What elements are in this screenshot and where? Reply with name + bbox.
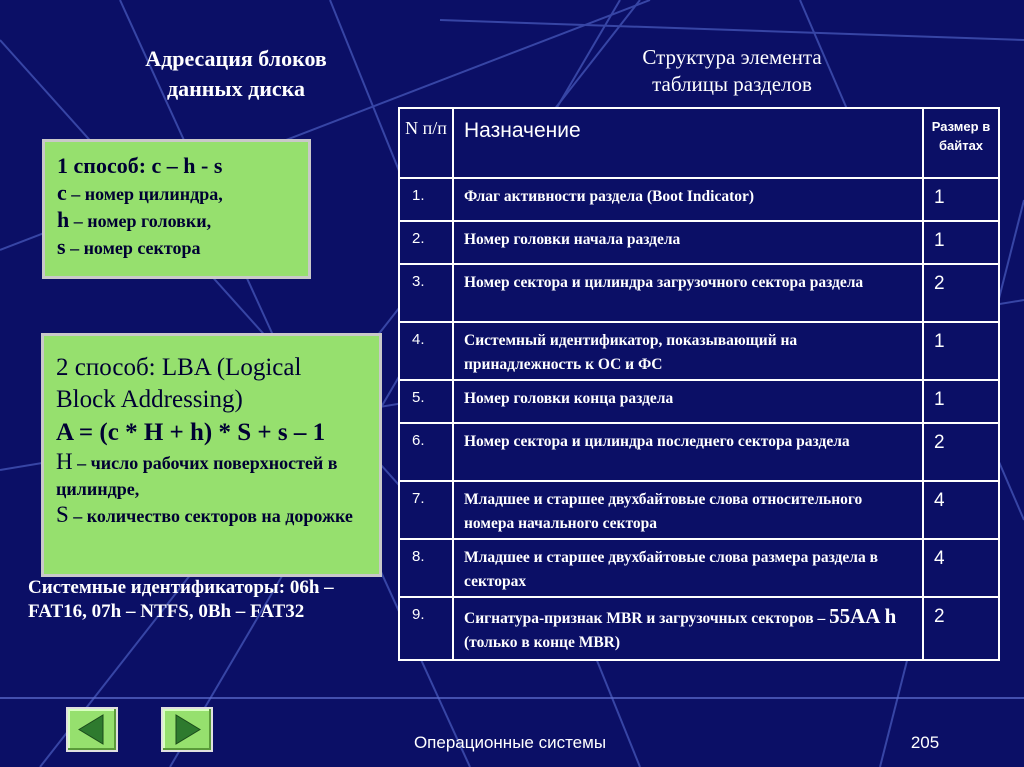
previous-slide-button[interactable]: [66, 707, 118, 752]
footer-title: Операционные системы: [413, 733, 607, 752]
right-heading: [590, 44, 874, 98]
table-row: [399, 423, 999, 481]
chs-text-c: – номер цилиндра,: [66, 184, 223, 204]
table-row: [399, 597, 999, 660]
row-num: 8.: [399, 539, 453, 597]
table-row: [399, 221, 999, 264]
header-purpose: Назначение: [453, 108, 923, 178]
row-purpose: Номер сектора и цилиндра загрузочного сектора раздела: [453, 264, 923, 322]
lba-title-line1: 2 способ: LBA (Logical: [56, 354, 302, 381]
table-row: [399, 264, 999, 322]
signature-value: 55AA h: [829, 604, 897, 628]
next-slide-button[interactable]: [161, 707, 213, 752]
row-num: 9.: [399, 597, 453, 660]
chs-method-box: [42, 139, 311, 279]
row-purpose: Младшее и старшее двухбайтовые слова размера раздела в секторах: [453, 539, 923, 597]
row-purpose: Номер головки конца раздела: [453, 380, 923, 423]
row-purpose: Флаг активности раздела (Boot Indicator): [453, 178, 923, 221]
chs-text-s: – номер сектора: [65, 238, 201, 258]
lba-method-box: [41, 333, 382, 577]
row-num: 4.: [399, 322, 453, 380]
table-row: [399, 380, 999, 423]
lba-s-symbol: S: [56, 502, 69, 527]
row-size: 1: [923, 322, 999, 380]
row-num: 3.: [399, 264, 453, 322]
lba-h-text: – число рабочих поверхностей в цилиндре,: [56, 453, 338, 499]
row-size: 2: [923, 264, 999, 322]
row-size: 1: [923, 380, 999, 423]
chs-line-s: [57, 234, 308, 261]
chs-line-c: [57, 180, 308, 207]
row-purpose: Номер головки начала раздела: [453, 221, 923, 264]
table-row: [399, 481, 999, 539]
chs-text-h: – номер головки,: [69, 211, 212, 231]
left-heading-line2: данных диска: [166, 76, 306, 101]
row-purpose: Системный идентификатор, показывающий на принадлежность к ОС и ФС: [453, 322, 923, 380]
row-size: 4: [923, 481, 999, 539]
lba-s-text: – количество секторов на дорожке: [68, 506, 353, 526]
row-purpose: Номер сектора и цилиндра последнего сектора раздела: [453, 423, 923, 481]
row-size: 2: [923, 597, 999, 660]
header-num: N п/п: [399, 108, 453, 178]
row-num: 2.: [399, 221, 453, 264]
system-identifiers-note: Системные идентификаторы: 06h – FAT16, 07h – NTFS, 0Bh – FAT32: [28, 577, 334, 622]
partition-entry-table: [398, 107, 1000, 661]
triangle-left-icon: [68, 709, 116, 750]
triangle-right-icon: [163, 709, 211, 750]
row-num: 5.: [399, 380, 453, 423]
signature-note: (только в конце MBR): [464, 634, 621, 651]
row-purpose: Младшее и старшее двухбайтовые слова относительного номера начального сектора: [453, 481, 923, 539]
chs-symbol-c: c: [57, 180, 67, 205]
left-heading: [100, 44, 372, 104]
lba-s-definition: [56, 502, 379, 529]
chs-line-h: [57, 207, 308, 234]
row-num: 1.: [399, 178, 453, 221]
row-purpose: [453, 597, 923, 660]
lba-formula: A = (c * H + h) * S + s – 1: [56, 419, 326, 446]
table-header-row: [399, 108, 999, 178]
chs-symbol-s: s: [57, 234, 66, 259]
lba-h-definition: [56, 449, 379, 502]
lba-title-line2: Block Addressing): [56, 386, 243, 413]
header-size: Размер в байтах: [923, 108, 999, 178]
chs-symbol-h: h: [57, 207, 70, 232]
row-size: 1: [923, 178, 999, 221]
table-row: [399, 322, 999, 380]
chs-method-title: 1 способ: c – h - s: [57, 153, 223, 178]
row-num: 7.: [399, 481, 453, 539]
signature-text: Сигнатура-признак MBR и загрузочных секторов –: [464, 610, 830, 627]
left-heading-line1: Адресация блоков: [145, 46, 327, 71]
row-size: 1: [923, 221, 999, 264]
lba-h-symbol: H: [56, 449, 73, 474]
row-num: 6.: [399, 423, 453, 481]
row-size: 2: [923, 423, 999, 481]
right-heading-line2: таблицы разделов: [652, 72, 812, 96]
table-row: [399, 539, 999, 597]
row-size: 4: [923, 539, 999, 597]
page-number: 205: [910, 733, 940, 752]
right-heading-line1: Структура элемента: [642, 45, 822, 69]
table-row: [399, 178, 999, 221]
